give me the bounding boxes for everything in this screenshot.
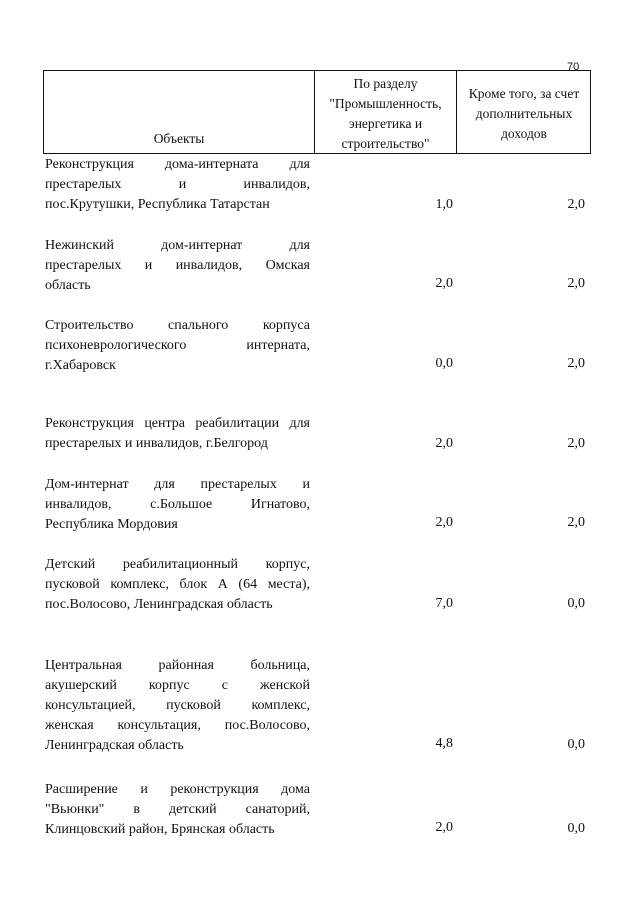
row-industry-value: 7,0 (435, 596, 453, 611)
column-header-industry-line: "Промышленность, (329, 96, 442, 111)
column-header-objects-label: Объекты (153, 131, 205, 146)
row-object-name-line: Детский реабилитационный корпус, (45, 557, 310, 572)
row-additional-value: 0,0 (567, 596, 585, 611)
column-header-additional (458, 71, 590, 153)
row-industry-value: 1,0 (435, 197, 453, 212)
row-additional-value: 2,0 (567, 276, 585, 291)
row-object-name-line: Реконструкция центра реабилитации для (45, 416, 310, 431)
row-object-name (45, 780, 310, 840)
column-header-objects (44, 71, 315, 153)
column-header-additional-line: дополнительных (475, 106, 573, 121)
row-object-name-line: акушерский корпус с женской (45, 678, 310, 693)
row-object-name-line: инвалидов, с.Большое Игнатово, (45, 497, 310, 512)
row-object-name (45, 656, 310, 756)
row-object-name (45, 236, 310, 296)
column-header-industry-line: строительство" (341, 136, 430, 151)
row-object-name-line: "Вьюнки" в детский санаторий, (45, 802, 310, 817)
row-object-name-line: пос.Крутушки, Республика Татарстан (45, 197, 270, 212)
row-object-name-line: Дом-интернат для престарелых и (45, 477, 310, 492)
row-object-name-line: женская консультация, пос.Волосово, (45, 718, 310, 733)
row-object-name-line: Республика Мордовия (45, 517, 178, 532)
column-header-industry (315, 71, 457, 153)
row-object-name-line: консультацией, пусковой комплекс, (45, 698, 310, 713)
column-header-industry-line: По разделу (353, 76, 418, 91)
row-object-name-line: пусковой комплекс, блок А (64 места), (45, 577, 310, 592)
column-header-additional-line: Кроме того, за счет (468, 86, 580, 101)
row-additional-value: 2,0 (567, 436, 585, 451)
row-object-name-line: Реконструкция дома-интерната для (45, 157, 310, 172)
row-industry-value: 2,0 (435, 820, 453, 835)
row-object-name-line: престарелых и инвалидов, Омская (45, 258, 310, 273)
row-object-name-line: Ленинградская область (45, 738, 184, 753)
row-industry-value: 2,0 (435, 436, 453, 451)
row-industry-value: 0,0 (435, 356, 453, 371)
row-object-name (45, 155, 310, 215)
row-industry-value: 2,0 (435, 515, 453, 530)
column-header-industry-line: энергетика и (348, 116, 423, 131)
row-object-name-line: г.Хабаровск (45, 358, 116, 373)
row-additional-value: 2,0 (567, 197, 585, 212)
row-object-name-line: Нежинский дом-интернат для (45, 238, 310, 253)
row-object-name (45, 475, 310, 535)
row-object-name-line: престарелых и инвалидов, (45, 177, 310, 192)
row-object-name-line: Строительство спального корпуса (45, 318, 310, 333)
row-object-name-line: пос.Волосово, Ленинградская область (45, 597, 273, 612)
row-object-name-line: область (45, 278, 91, 293)
row-object-name-line: психоневрологического интерната, (45, 338, 310, 353)
page-number: 70 (567, 61, 580, 73)
row-additional-value: 0,0 (567, 821, 585, 836)
row-object-name-line: Клинцовский район, Брянская область (45, 822, 275, 837)
table-header (43, 70, 591, 154)
row-additional-value: 2,0 (567, 356, 585, 371)
row-object-name-line: Центральная районная больница, (45, 658, 310, 673)
row-object-name-line: престарелых и инвалидов, г.Белгород (45, 436, 268, 451)
row-industry-value: 2,0 (435, 276, 453, 291)
row-industry-value: 4,8 (435, 736, 453, 751)
column-header-additional-line: доходов (501, 126, 547, 141)
row-object-name (45, 316, 310, 376)
row-object-name-line: Расширение и реконструкция дома (45, 782, 310, 797)
row-object-name (45, 414, 310, 454)
row-object-name (45, 555, 310, 615)
row-additional-value: 0,0 (567, 737, 585, 752)
row-additional-value: 2,0 (567, 515, 585, 530)
